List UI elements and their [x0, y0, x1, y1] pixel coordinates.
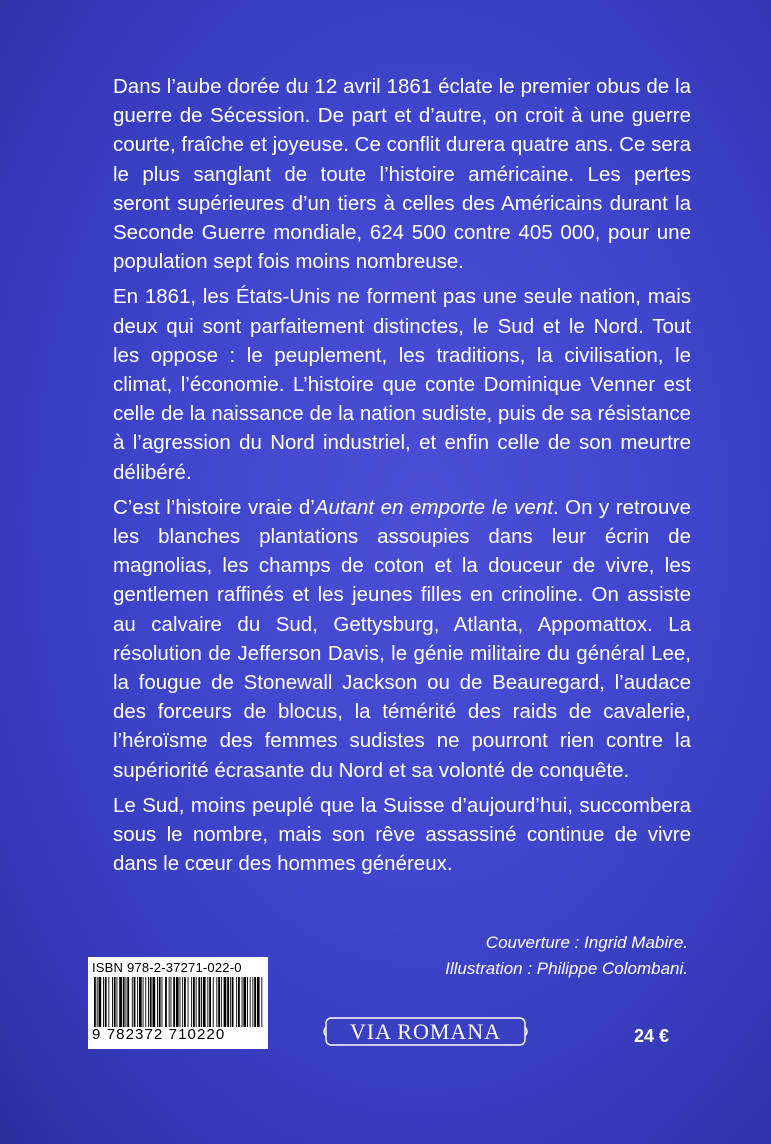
- barcode-bar: [137, 977, 138, 1027]
- barcode-digits: 9 782372 710220: [92, 1026, 226, 1043]
- paragraph-3-intro: C’est l’histoire vraie d’: [113, 495, 315, 519]
- barcode-bar: [224, 977, 227, 1027]
- barcode-bar: [119, 977, 122, 1027]
- barcode-bar: [94, 977, 96, 1027]
- barcode-bar: [180, 977, 181, 1027]
- barcode-bar: [216, 977, 217, 1027]
- book-title-reference: Autant en emporte le vent: [314, 495, 553, 519]
- barcode-bar: [150, 977, 152, 1027]
- back-cover-summary: [113, 72, 691, 884]
- barcode-bar: [247, 977, 248, 1027]
- barcode-bar: [169, 977, 170, 1027]
- barcode-bar: [127, 977, 129, 1027]
- barcode-bar: [117, 977, 118, 1027]
- barcode-bar: [173, 977, 175, 1027]
- summary-paragraph-1: Dans l’aube dorée du 12 avril 1861 éclate le premier obus de la guerre de Sécession. De part et d’autre, on croit à une guerre courte, fraîche et joyeuse. Ce conflit durera quatre ans. Ce sera le plus sanglant de toute l’histoire américaine. Les pertes seront supérieures d’un tiers à celles des Américains durant la Seconde Guerre mondiale, 624 500 contre 405 000, pour une population sept fois moins nombreuse.: [113, 75, 691, 274]
- barcode-bar: [257, 977, 260, 1027]
- barcode-bar: [123, 977, 125, 1027]
- summary-paragraph-2: En 1861, les États-Unis ne forment pas une seule nation, mais deux qui sont parfaitement distinctes, le Sud et le Nord. Tout les oppose : le peuplement, les traditions, la civilisation, le climat, l’économie. L’histoire que conte Dominique Venner est celle de la naissance de la nation sudiste, puis de sa résistance à l’agression du Nord industriel, et enfin celle de son meurtre délibéré.: [113, 285, 691, 484]
- barcode-bar: [171, 977, 172, 1027]
- barcode-bar: [105, 977, 107, 1027]
- barcode-bar: [250, 977, 251, 1027]
- barcode-bar: [97, 977, 98, 1027]
- barcode-bar: [193, 977, 195, 1027]
- barcode-bar: [238, 977, 240, 1027]
- barcode-bar: [153, 977, 156, 1027]
- barcode-bar: [126, 977, 127, 1027]
- barcode-bar: [191, 977, 192, 1027]
- barcode-bar: [145, 977, 146, 1027]
- barcode-bar: [134, 977, 136, 1027]
- barcode-bar: [184, 977, 186, 1027]
- barcode-bar: [207, 977, 208, 1027]
- barcode-bar: [221, 977, 222, 1027]
- summary-paragraph-3: [113, 493, 691, 785]
- paragraph-3-body: . On y retrouve les blanches plantations assoupies dans leur écrin de magnolias, les champs de coton et la douceur de vivre, les gentlemen raffinés et les jeunes filles en crinoline. On assiste au calvaire du Sud, Gettysburg, Atlanta, Appomattox. La résolution de Jefferson Davis, le génie militaire du général Lee, la fougue de Stonewall Jackson ou de Beauregard, l’audace des forceurs de blocus, la témérité des raids de cavalerie, l’héroïsme des femmes sudistes ne pourront rien contre la supériorité écrasante du Nord et sa volonté de conquête.: [113, 495, 691, 782]
- isbn-barcode: [88, 957, 268, 1049]
- barcode-bar: [213, 977, 214, 1027]
- barcode-bar: [176, 977, 179, 1027]
- illustration-credit: Illustration : Philippe Colombani.: [445, 959, 688, 978]
- barcode-bar: [242, 977, 243, 1027]
- barcode-bar: [99, 977, 102, 1027]
- cover-credit: Couverture : Ingrid Mabire.: [485, 933, 688, 952]
- barcode-bar: [203, 977, 206, 1027]
- barcode-bar: [201, 977, 202, 1027]
- barcode-bar: [198, 977, 200, 1027]
- barcode-bar: [148, 977, 149, 1027]
- barcode-bar: [196, 977, 197, 1027]
- barcode-bar: [230, 977, 231, 1027]
- barcode-bar: [157, 977, 158, 1027]
- barcode-bar: [227, 977, 229, 1027]
- barcode-bar: [108, 977, 109, 1027]
- barcode-bar: [143, 977, 144, 1027]
- barcode-bar: [159, 977, 161, 1027]
- barcode-bar: [103, 977, 104, 1027]
- barcode-bar: [232, 977, 234, 1027]
- isbn-label: ISBN 978-2-37271-022-0: [92, 960, 242, 975]
- summary-paragraph-4: Le Sud, moins peuplé que la Suisse d’aujourd’hui, succombera sous le nombre, mais son rêve assassiné continue de vivre dans le cœur des hommes généreux.: [113, 793, 691, 876]
- barcode-bar: [132, 977, 133, 1027]
- barcode-bar: [254, 977, 256, 1027]
- barcode-bar: [236, 977, 237, 1027]
- barcode-bars: [92, 977, 264, 1027]
- barcode-bar: [243, 977, 246, 1027]
- barcode-bar: [162, 977, 163, 1027]
- barcode-bar: [209, 977, 211, 1027]
- barcode-bar: [182, 977, 183, 1027]
- publisher-name: VIA ROMANA: [349, 1019, 502, 1044]
- barcode-bar: [165, 977, 167, 1027]
- barcode-bar: [188, 977, 189, 1027]
- credits: [445, 930, 688, 982]
- barcode-bar: [218, 977, 220, 1027]
- barcode-bar: [139, 977, 142, 1027]
- price: 24 €: [634, 1026, 670, 1046]
- barcode-bar: [114, 977, 116, 1027]
- barcode-bar: [261, 977, 262, 1027]
- barcode-bar: [252, 977, 253, 1027]
- publisher-logo: [322, 1015, 529, 1048]
- barcode-bar: [112, 977, 113, 1027]
